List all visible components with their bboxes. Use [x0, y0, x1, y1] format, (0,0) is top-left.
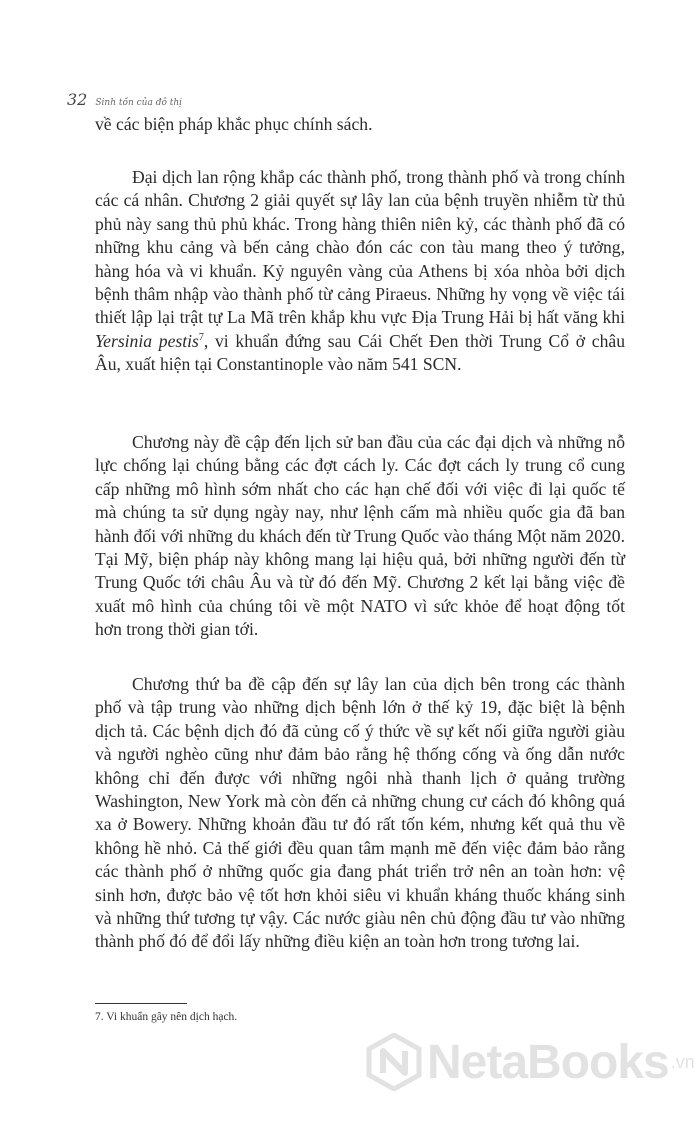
footnote: 7. Vi khuẩn gây nên dịch hạch. [95, 1011, 238, 1023]
footnote-divider [95, 1003, 187, 1004]
paragraph-1 [95, 113, 625, 136]
paragraph-2-text-b: , vi khuẩn đứng sau Cái Chết Đen thời Trung Cổ ở châu Âu, xuất hiện tại Constantinople vào năm 541 SCN. [95, 330, 625, 375]
running-title: Sinh tồn của đô thị [95, 98, 183, 108]
paragraph-4-text: Chương thứ ba đề cập đến sự lây lan của dịch bên trong các thành phố và tập trung vào những dịch bệnh lớn ở thế kỷ 19, đặc biệt là bệnh dịch tả. Các bệnh dịch đó đã củng cố ý thức về sự kết nối giữa người giàu và người nghèo cũng như đảm bảo rằng hệ thống cống và ống dẫn nước không chỉ đến được với những ngôi nhà thanh lịch ở quảng trường Washington, New York mà còn đến cả những chung cư cách đó không quá xa ở Bowery. Những khoản đầu tư đó rất tốn kém, nhưng kết quả thu về không hề nhỏ. Cả thế giới đều quan tâm mạnh mẽ đến việc đảm bảo rằng các thành phố ở những quốc gia đang phát triển trở nên an toàn hơn: vệ sinh hơn, được bảo vệ tốt hơn khỏi siêu vi khuẩn kháng thuốc kháng sinh và những thứ tương tự vậy. Các nước giàu nên chủ động đầu tư vào những thành phố đó để đổi lấy những điều kiện an toàn hơn trong tương lai. [95, 674, 625, 952]
paragraph-1-text: về các biện pháp khắc phục chính sách. [95, 114, 373, 134]
page-header [67, 90, 182, 109]
page-number: 32 [67, 90, 88, 109]
paragraph-2-text-a: Đại dịch lan rộng khắp các thành phố, trong thành phố và trong chính các cá nhân. Chương 2 giải quyết sự lây lan của bệnh truyền nhiễm từ thủ phủ này sang thủ phủ khác. Trong hàng thiên niên kỷ, các thành phố đã có những khu cảng và bến cảng chào đón các con tàu mang theo ý tưởng, hàng hóa và vi khuẩn. Kỷ nguyên vàng của Athens bị xóa nhòa bởi dịch bệnh thâm nhập vào thành phố từ cảng Piraeus. Những hy vọng về việc tái thiết lập lại trật tự La Mã trên khắp khu vực Địa Trung Hải bị hất văng khi [95, 167, 625, 328]
paragraph-3 [95, 431, 625, 642]
paragraph-2 [95, 166, 625, 377]
species-name-italic: Yersinia pestis [95, 330, 199, 351]
netabooks-logo-icon [365, 1033, 423, 1091]
footnote-reference[interactable]: 7 [198, 331, 204, 343]
watermark-brand: NetaBooks [427, 1035, 669, 1089]
paragraph-3-text: Chương này đề cập đến lịch sử ban đầu của các đại dịch và những nỗ lực chống lại chúng bằng các đợt cách ly. Các đợt cách ly trung cổ cung cấp những mô hình sớm nhất cho các hạn chế đối với việc đi lại quốc tế mà chúng ta sử dụng ngày nay, như lệnh cấm mà nhiều quốc gia đã ban hành đối với những du khách đến từ Trung Quốc vào tháng Một năm 2020. Tại Mỹ, biện pháp này không mang lại hiệu quả, bởi những người đến từ Trung Quốc tới châu Âu và từ đó đến Mỹ. Chương 2 kết lại bằng việc đề xuất mô hình của chúng tôi về một NATO vì sức khỏe để hoạt động tốt hơn trong thời gian tới. [95, 432, 625, 640]
watermark [365, 1033, 695, 1091]
watermark-domain: .vn [670, 1051, 695, 1072]
paragraph-4 [95, 673, 625, 954]
